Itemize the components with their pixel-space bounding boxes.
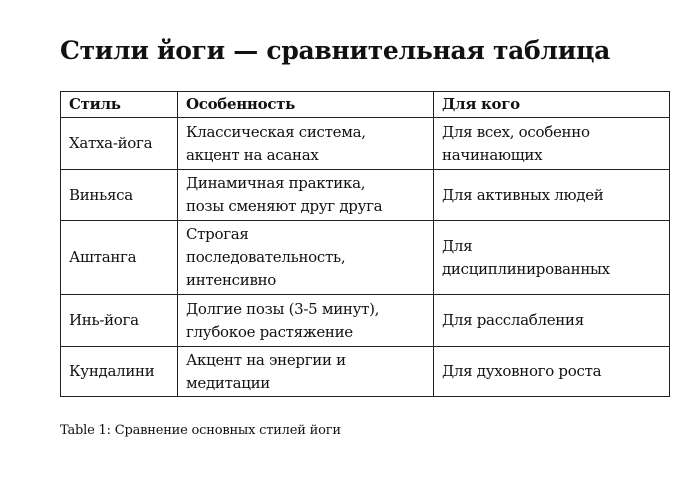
table-row <box>61 118 670 170</box>
feature-line: Долгие позы (3-5 минут), <box>186 299 380 318</box>
header-audience: Для кого <box>434 92 670 118</box>
feature-line: медитации <box>186 373 270 392</box>
feature-line: последовательность, <box>186 248 346 266</box>
yoga-comparison-table <box>60 91 670 397</box>
cell-feature <box>178 295 434 347</box>
cell-audience <box>434 295 670 347</box>
cell-style: Виньяса <box>61 170 178 221</box>
header-feature: Особенность <box>178 92 434 118</box>
feature-line: позы сменяют друг друга <box>186 197 383 215</box>
feature-line: Классическая система, <box>186 122 366 141</box>
cell-audience <box>434 347 670 397</box>
table-row <box>61 170 670 221</box>
cell-feature <box>178 170 434 221</box>
header-style: Стиль <box>61 92 178 118</box>
cell-feature <box>178 118 434 170</box>
table-caption: Table 1: Сравнение основных стилей йоги <box>60 423 341 438</box>
audience-line: начинающих <box>442 145 543 164</box>
audience-line: Для <box>442 236 473 255</box>
audience-line: Для расслабления <box>442 311 584 329</box>
cell-style: Кундалини <box>61 347 178 397</box>
feature-line: Акцент на энергии и <box>186 350 346 369</box>
audience-line: Для всех, особенно <box>442 122 590 141</box>
cell-audience <box>434 221 670 295</box>
cell-audience <box>434 118 670 170</box>
table-row <box>61 221 670 295</box>
feature-line: акцент на асанах <box>186 145 319 164</box>
cell-style: Аштанга <box>61 221 178 295</box>
feature-line: Динамичная практика, <box>186 174 366 192</box>
audience-line: дисциплинированных <box>442 259 610 278</box>
cell-feature <box>178 221 434 295</box>
cell-style: Хатха-йога <box>61 118 178 170</box>
table-row <box>61 295 670 347</box>
feature-line: Строгая <box>186 225 249 243</box>
cell-audience <box>434 170 670 221</box>
feature-line: интенсивно <box>186 271 277 289</box>
table-header-row <box>61 92 670 118</box>
cell-feature <box>178 347 434 397</box>
audience-line: Для духовного роста <box>442 362 602 380</box>
feature-line: глубокое растяжение <box>186 322 353 341</box>
audience-line: Для активных людей <box>442 185 604 204</box>
table-row <box>61 347 670 397</box>
page-title: Стили йоги — сравнительная таблица <box>60 36 611 65</box>
cell-style: Инь-йога <box>61 295 178 347</box>
